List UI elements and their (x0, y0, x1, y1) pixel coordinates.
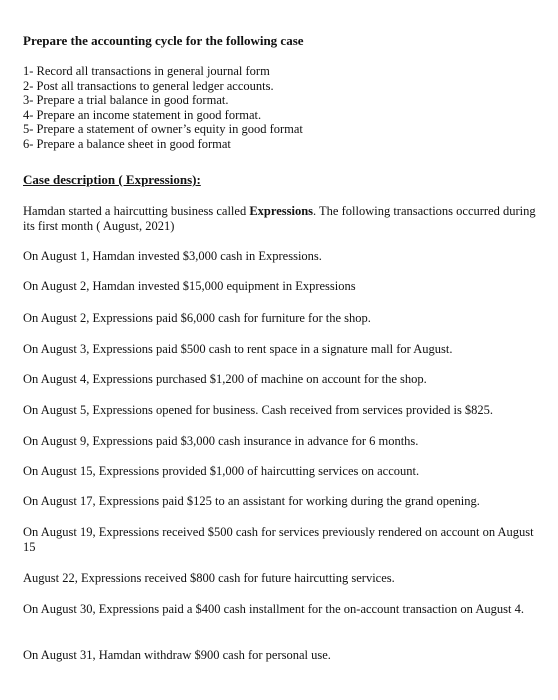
transaction-item: On August 2, Expressions paid $6,000 cash for furniture for the shop. (23, 311, 371, 325)
step-item: 4- Prepare an income statement in good format. (23, 107, 262, 122)
transaction-item: On August 31, Hamdan withdraw $900 cash for personal use. (23, 648, 331, 662)
transaction-item: On August 5, Expressions opened for business. Cash received from services provided is $825. (23, 403, 494, 417)
intro-before: Hamdan started a haircutting business called (23, 204, 250, 218)
transaction-item: On August 3, Expressions paid $500 cash to rent space in a signature mall for August. (23, 342, 453, 356)
transaction-item: On August 1, Hamdan invested $3,000 cash in Expressions. (23, 249, 322, 263)
step-item: 1- Record all transactions in general journal form (23, 64, 270, 78)
transaction-item: On August 19, Expressions received $500 cash for services previously rendered on account on August 15 (23, 525, 534, 554)
transaction-item: August 22, Expressions received $800 cash for future haircutting services. (23, 571, 395, 585)
business-name: Expressions (249, 204, 314, 218)
page-title: Prepare the accounting cycle for the following case (23, 33, 304, 48)
intro-after: . The following transactions occurred during its first month ( August, 2021) (23, 204, 536, 233)
step-item: 2- Post all transactions to general ledger accounts. (23, 78, 274, 93)
step-item: 3- Prepare a trial balance in good format. (23, 93, 229, 108)
step-item: 6- Prepare a balance sheet in good format (23, 136, 231, 151)
transaction-item: On August 30, Expressions paid a $400 cash installment for the on-account transaction on August 4. (23, 602, 524, 616)
transaction-item: On August 4, Expressions purchased $1,200 of machine on account for the shop. (23, 372, 427, 386)
intro-paragraph (23, 204, 538, 234)
transaction-item: On August 17, Expressions paid $125 to an assistant for working during the grand opening. (23, 494, 480, 508)
transaction-item: On August 9, Expressions paid $3,000 cash insurance in advance for 6 months. (23, 434, 419, 448)
transaction-item: On August 2, Hamdan invested $15,000 equipment in Expressions (23, 279, 356, 293)
steps-list (23, 64, 303, 152)
case-heading: Case description ( Expressions): (23, 172, 201, 187)
transaction-item: On August 15, Expressions provided $1,000 of haircutting services on account. (23, 464, 420, 478)
step-item: 5- Prepare a statement of owner’s equity in good format (23, 122, 303, 137)
